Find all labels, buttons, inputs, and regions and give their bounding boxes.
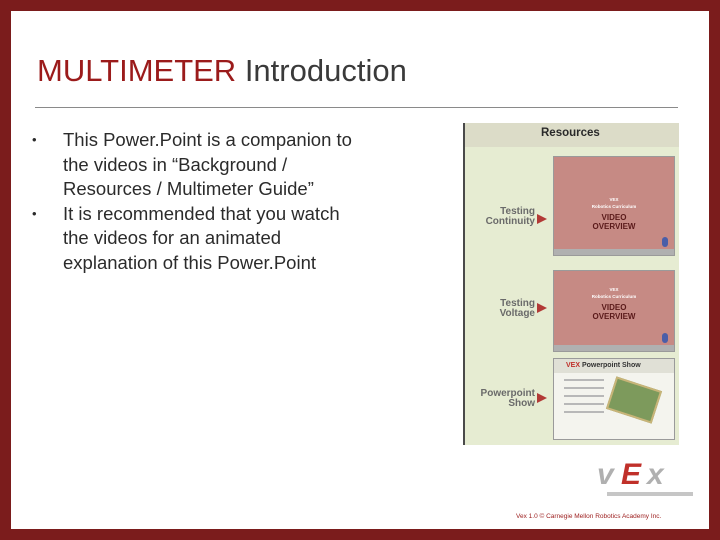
bullet-symbol: • bbox=[32, 205, 37, 221]
bullet-item bbox=[29, 128, 369, 202]
thumb-curriculum-label: Robotics Curriculum bbox=[591, 294, 637, 299]
link-label-line: Show bbox=[508, 398, 535, 409]
copyright-footer: Vex 1.0 © Carnegie Mellon Robotics Academy Inc. bbox=[516, 513, 662, 520]
video-control-bar bbox=[554, 345, 674, 351]
person-icon bbox=[662, 237, 668, 247]
link-testing-continuity[interactable] bbox=[475, 207, 535, 227]
vex-logo bbox=[591, 456, 695, 504]
page-title bbox=[37, 53, 407, 89]
person-icon bbox=[662, 333, 668, 343]
link-powerpoint-show[interactable] bbox=[475, 389, 535, 409]
powerpoint-thumbnail[interactable] bbox=[553, 358, 675, 440]
panel-title: Resources bbox=[541, 127, 600, 139]
bullet-symbol: • bbox=[32, 132, 37, 147]
thumb-video-label: VIDEO bbox=[601, 303, 627, 312]
bullet-text: This Power.Point is a companion to the videos in “Background / Resources / Multimeter Guide” bbox=[63, 129, 352, 199]
link-label-line: Testing bbox=[500, 206, 535, 217]
resources-panel-image bbox=[463, 123, 679, 445]
link-label-line: Powerpoint bbox=[480, 388, 535, 399]
thumb-overview-label: OVERVIEW bbox=[592, 312, 636, 321]
thumb-vex-label: VEX bbox=[609, 287, 619, 292]
pp-thumb-title-rest: Powerpoint Show bbox=[580, 362, 641, 369]
link-label-line: Voltage bbox=[499, 308, 535, 319]
panel-border bbox=[463, 123, 465, 445]
circuit-board-image bbox=[606, 376, 662, 423]
link-label-line: Continuity bbox=[485, 216, 535, 227]
title-rest: Introduction bbox=[236, 53, 407, 88]
title-accent: MULTIMETER bbox=[37, 53, 237, 88]
pp-thumb-title bbox=[566, 362, 641, 369]
logo-letter: v bbox=[597, 458, 613, 491]
bullet-text: It is recommended that you watch the videos for an animated explanation of this Power.Point bbox=[63, 202, 340, 273]
logo-letter: E bbox=[621, 458, 642, 491]
arrow-right-icon bbox=[537, 214, 547, 224]
thumb-video-label: VIDEO bbox=[601, 213, 627, 222]
slide bbox=[11, 11, 709, 529]
arrow-right-icon bbox=[537, 393, 547, 403]
link-label-line: Testing bbox=[500, 298, 535, 309]
bullet-list bbox=[29, 128, 369, 275]
logo-tagline-bar bbox=[607, 492, 693, 496]
video-thumbnail-continuity[interactable] bbox=[553, 156, 675, 256]
title-divider bbox=[35, 107, 678, 108]
logo-letter: x bbox=[647, 458, 664, 491]
bullet-item bbox=[29, 202, 369, 276]
pp-thumb-vex: VEX bbox=[566, 362, 581, 369]
thumb-vex-label: VEX bbox=[609, 197, 619, 202]
pp-thumb-text-lines bbox=[564, 379, 604, 419]
video-control-bar bbox=[554, 249, 674, 255]
thumb-curriculum-label: Robotics Curriculum bbox=[591, 204, 637, 209]
link-testing-voltage[interactable] bbox=[475, 299, 535, 319]
thumb-overview-label: OVERVIEW bbox=[592, 222, 636, 231]
arrow-right-icon bbox=[537, 303, 547, 313]
video-thumbnail-voltage[interactable] bbox=[553, 270, 675, 352]
